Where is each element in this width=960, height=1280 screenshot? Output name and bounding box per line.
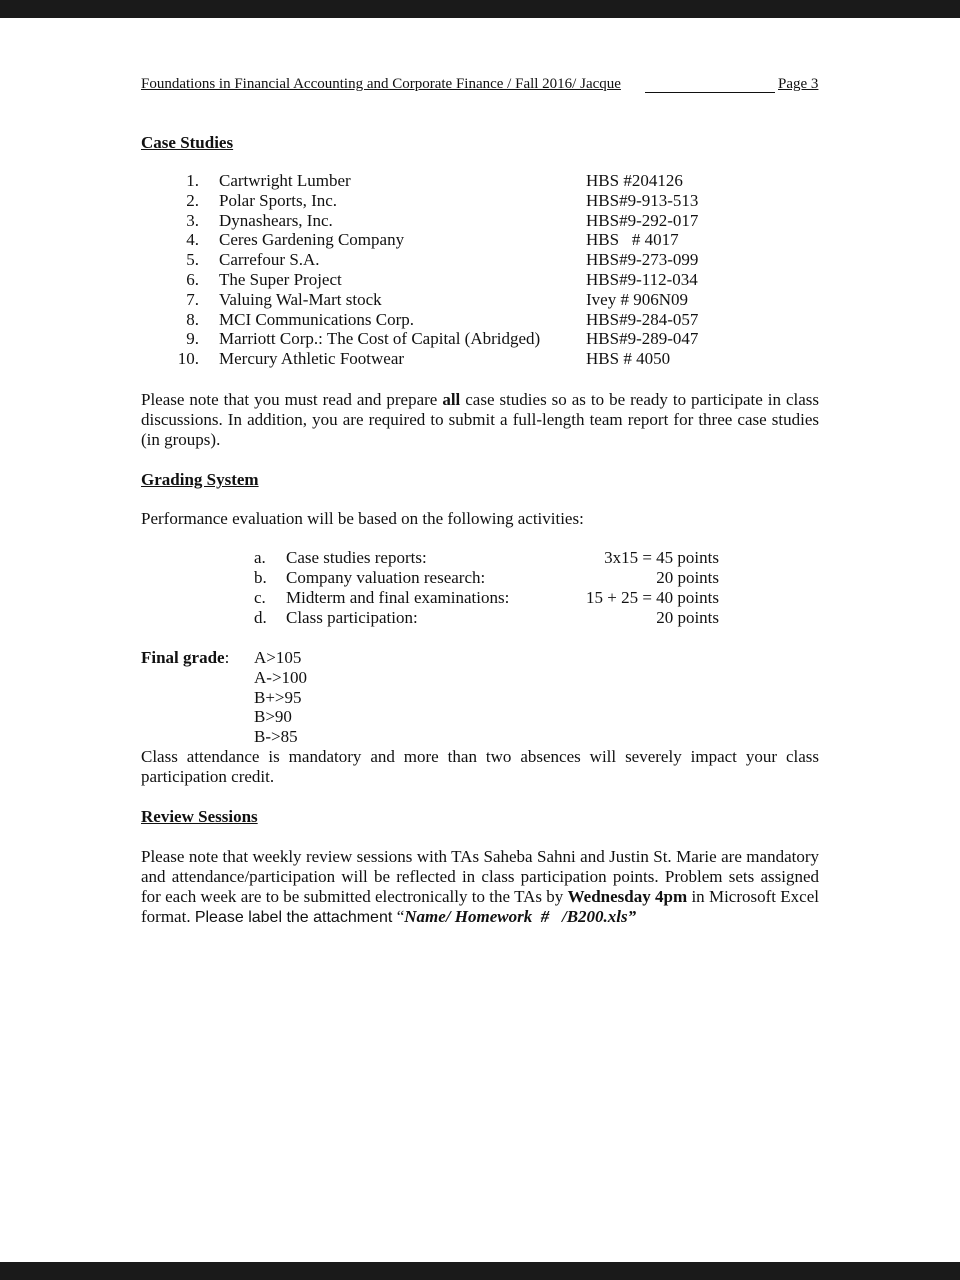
case-code: HBS # 4017	[586, 230, 679, 250]
case-studies-note	[141, 390, 819, 450]
list-item	[0, 230, 960, 250]
item-number: 4.	[186, 230, 199, 250]
header-title: Foundations in Financial Accounting and Corporate Finance / Fall 2016/ Jacque	[141, 76, 621, 92]
list-item	[0, 349, 960, 369]
activity-points: 3x15 = 45 points	[604, 548, 719, 567]
list-item	[0, 608, 960, 628]
note-text: case studies so as to be ready to participate in class discussions. In addition, you are required to submit a full-length team report for three case studies (in groups).	[141, 390, 819, 449]
item-number: 8.	[186, 309, 199, 329]
item-letter: d.	[254, 608, 267, 627]
case-studies-list	[0, 171, 960, 369]
list-item	[0, 310, 960, 330]
final-grade-colon: :	[224, 648, 230, 667]
list-item	[0, 191, 960, 211]
review-text: in Microsoft Excel format.	[141, 887, 820, 926]
item-number: 10.	[177, 349, 199, 369]
activity-points: 15 + 25 = 40 points	[586, 588, 719, 607]
case-name: Mercury Athletic Footwear	[219, 349, 405, 369]
activity-label: Company valuation research:	[286, 568, 486, 587]
case-name: Marriott Corp.: The Cost of Capital (Abridged)	[219, 329, 541, 349]
grade-threshold: A>105	[254, 648, 302, 667]
case-name: Polar Sports, Inc.	[219, 190, 338, 210]
case-name: Dynashears, Inc.	[219, 210, 333, 230]
final-grade-thresholds	[254, 648, 307, 747]
list-item	[0, 588, 960, 608]
page-number: Page 3	[778, 76, 819, 92]
case-name: MCI Communications Corp.	[219, 309, 415, 329]
activity-label: Class participation:	[286, 608, 418, 627]
case-name: Carrefour S.A.	[219, 250, 320, 270]
list-item	[0, 290, 960, 310]
list-item	[0, 548, 960, 568]
list-item	[0, 329, 960, 349]
review-sessions-heading: Review Sessions	[141, 807, 258, 826]
case-code: HBS#9-284-057	[586, 309, 699, 329]
case-code: HBS#9-913-513	[586, 190, 699, 210]
case-code: HBS#9-292-017	[586, 210, 699, 230]
item-number: 5.	[186, 250, 199, 270]
activity-points: 20 points	[656, 568, 719, 587]
case-code: HBS#9-289-047	[586, 329, 699, 349]
review-text: Please note that weekly review sessions with TAs Saheba Sahni and Justin St. Marie are mandatory and attendance/participation will be reflected in class participation points. Problem sets assigned for each week are to be submitted electronically to the TAs by	[141, 847, 819, 906]
list-item	[0, 270, 960, 290]
grade-threshold: B+>95	[254, 687, 302, 707]
item-letter: b.	[254, 568, 267, 587]
item-number: 6.	[186, 269, 199, 289]
item-letter: a.	[254, 548, 266, 567]
case-name: The Super Project	[219, 269, 342, 289]
list-item	[0, 568, 960, 588]
grade-threshold: B->85	[254, 727, 298, 747]
final-grade-label	[141, 648, 229, 668]
item-number: 3.	[186, 210, 199, 230]
case-name: Cartwright Lumber	[219, 171, 351, 190]
case-code: HBS # 4050	[586, 349, 671, 369]
note-emphasis: all	[442, 390, 461, 409]
item-letter: c.	[254, 588, 266, 607]
case-code: HBS#9-112-034	[586, 269, 698, 289]
activity-label: Case studies reports:	[286, 548, 427, 567]
quote-mark: “	[396, 907, 405, 926]
item-number: 9.	[186, 329, 199, 349]
list-item	[0, 171, 960, 191]
case-name: Valuing Wal-Mart stock	[219, 289, 382, 309]
activity-points: 20 points	[656, 608, 719, 627]
grading-intro: Performance evaluation will be based on the following activities:	[141, 509, 584, 528]
document-page	[0, 18, 960, 1262]
attendance-note: Class attendance is mandatory and more than two absences will severely impact your class participation credit.	[141, 747, 819, 786]
header-rule	[645, 92, 775, 93]
activity-label: Midterm and final examinations:	[286, 588, 510, 607]
grading-activities-list	[0, 548, 960, 628]
grade-threshold: B>90	[254, 707, 292, 727]
item-number: 7.	[186, 289, 199, 309]
label-instruction: Please label the attachment	[194, 909, 397, 926]
grade-threshold: A->100	[254, 667, 308, 687]
case-name: Ceres Gardening Company	[219, 230, 405, 250]
case-studies-heading: Case Studies	[141, 133, 234, 152]
case-code: HBS #204126	[586, 171, 683, 190]
list-item	[0, 250, 960, 270]
attachment-filename: Name/ Homework # /B200.xls”	[404, 907, 637, 926]
list-item	[0, 211, 960, 231]
review-sessions-text	[141, 847, 819, 928]
final-grade-text: Final grade	[141, 648, 225, 667]
item-number: 1.	[186, 171, 199, 190]
note-text: Please note that you must read and prepare	[141, 390, 443, 409]
item-number: 2.	[186, 190, 199, 210]
deadline: Wednesday 4pm	[567, 887, 688, 906]
case-code: HBS#9-273-099	[586, 250, 699, 270]
grading-system-heading: Grading System	[141, 470, 259, 489]
case-code: Ivey # 906N09	[586, 289, 688, 309]
